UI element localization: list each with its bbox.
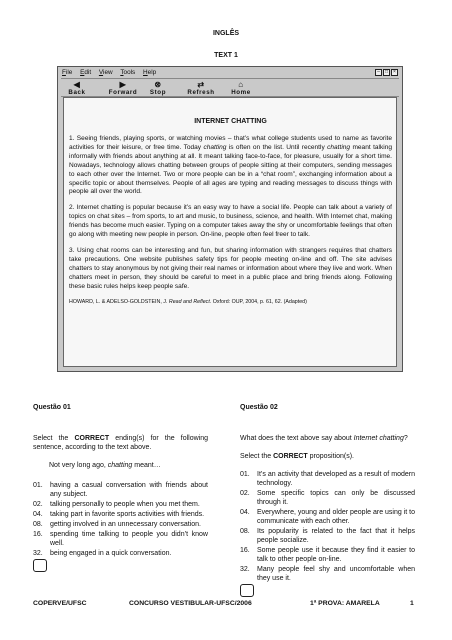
- question-1-stem: Not very long ago, chatting meant…: [49, 462, 161, 469]
- web-page-content: [63, 97, 397, 367]
- back-button[interactable]: [63, 80, 91, 96]
- page-number: 1: [410, 600, 414, 607]
- browser-toolbar: [61, 78, 399, 97]
- forward-label: Forward: [108, 89, 138, 96]
- refresh-label: Refresh: [187, 89, 215, 96]
- q2-option-04: 04. Everywhere, young and older people are using it to communicate with each other.: [240, 509, 415, 525]
- footer-org: COPERVE/UFSC: [33, 600, 87, 607]
- close-icon[interactable]: ×: [391, 69, 398, 76]
- answer-box-q1[interactable]: [33, 559, 47, 572]
- home-icon: ⌂: [238, 80, 244, 89]
- article-paragraph-2: 2. Internet chatting is popular because it’s an easy way to have a social life. People can talk about a variety of topics on chat sites – from sports, to art and music, to business, science, and health. With Internet chat, making friends has become much easier. Typing on a computer takes away the shy or uncomfortable feelings that often go along with meeting new people in person. On-line, people often feel freer to talk.: [69, 204, 392, 239]
- article-paragraph-3: 3. Using chat rooms can be interesting and fun, but sharing information with strangers requires that chatters take precautions. One website publishes safety tips for people meeting on-line and off. The site advises chatters to stay anonymous by not giving their real names or information about where they live and work. When chatters meet in person, they should be careful to meet in a public place and bring friends along. Following these basic rules helps keep people safe.: [69, 246, 392, 290]
- maximize-icon[interactable]: □: [384, 69, 389, 75]
- minimize-icon[interactable]: –: [375, 69, 382, 76]
- menu-tools[interactable]: Tools: [120, 69, 136, 76]
- question-2-title: Questão 02: [240, 404, 278, 411]
- refresh-button[interactable]: [181, 80, 221, 96]
- q2-option-32: 32. Many people feel shy and uncomfortable when they use it.: [240, 566, 415, 582]
- footer-exam-color: 1ª PROVA: AMARELA: [310, 600, 380, 607]
- question-2-select: Select the CORRECT proposition(s).: [240, 453, 354, 460]
- menu-view[interactable]: View: [98, 69, 113, 76]
- window-controls: [375, 69, 398, 76]
- home-label: Home: [231, 89, 251, 96]
- stop-button[interactable]: [145, 80, 171, 96]
- question-1: [33, 434, 208, 572]
- menu-edit[interactable]: Edit: [80, 69, 92, 76]
- forward-button[interactable]: [103, 80, 143, 96]
- article-title: INTERNET CHATTING: [194, 118, 267, 125]
- question-2-instruction: What does the text above say about Internet chatting?: [240, 435, 408, 442]
- back-label: Back: [68, 89, 86, 96]
- question-1-title: Questão 01: [33, 404, 71, 411]
- stop-icon: ⊗: [154, 80, 162, 89]
- q1-option-04: 04. taking part in favorite sports activities with friends.: [33, 511, 205, 518]
- q1-option-02: 02. talking personally to people when you met them.: [33, 501, 200, 508]
- q1-option-01: 01. having a casual conversation with friends about any subject.: [33, 482, 208, 498]
- text-label: TEXT 1: [214, 52, 238, 59]
- forward-arrow-icon: ▶: [119, 80, 127, 89]
- q2-option-08: 08. Its popularity is related to the fact that it helps people socialize.: [240, 528, 415, 544]
- q2-option-16: 16. Some people use it because they find it easier to talk to other people on-line.: [240, 547, 415, 563]
- home-button[interactable]: [227, 80, 255, 96]
- q2-option-01: 01. It’s an activity that developed as a result of modern technology.: [240, 471, 415, 487]
- q1-option-16: 16. spending time talking to people you didn’t know well.: [33, 531, 208, 547]
- back-arrow-icon: ◀: [73, 80, 81, 89]
- question-1-instruction: Select the CORRECT ending(s) for the following sentence, according to the text above.: [33, 435, 209, 451]
- menu-bar: [62, 69, 162, 76]
- subject-title: INGLÊS: [212, 30, 240, 37]
- stop-label: Stop: [149, 89, 167, 96]
- article-paragraph-1: 1. Seeing friends, playing sports, or watching movies – that’s what college students used to name as favorite activities for their leisure, or free time. Today chatting is often on the list. Until recently chatting meant talking informally with friends about anything at all. It meant talking face-to-face, for pleasure, usually for a short time. Nowadays, technology allows chatting between groups of people sitting at their computers, sending messages to each other over the Internet. Two or more people can be in a “chat room”, exchanging information about a specific topic or about themselves. People of all ages are typing and reading messages to discuss things with people all over the world.: [69, 135, 392, 196]
- menu-file[interactable]: File: [62, 69, 73, 76]
- q2-option-02: 02. Some specific topics can only be discussed through it.: [240, 490, 415, 506]
- menu-help[interactable]: Help: [143, 69, 157, 76]
- article-reference: HOWARD, L. & ADELSO-GOLDSTEIN, J. Read and Reflect. Oxford: OUP, 2004, p. 61, 62. (Adapted): [69, 298, 307, 305]
- question-2: [240, 434, 415, 597]
- refresh-icon: ⇄: [197, 80, 205, 89]
- browser-window: [57, 66, 403, 372]
- answer-box-q2[interactable]: [240, 584, 254, 597]
- footer-exam-title: CONCURSO VESTIBULAR-UFSC/2006: [129, 600, 252, 607]
- q1-option-32: 32. being engaged in a quick conversation.: [33, 550, 172, 557]
- question-2-options: [240, 470, 415, 583]
- question-1-options: [33, 481, 208, 558]
- q1-option-08: 08. getting involved in an unnecessary conversation.: [33, 521, 201, 528]
